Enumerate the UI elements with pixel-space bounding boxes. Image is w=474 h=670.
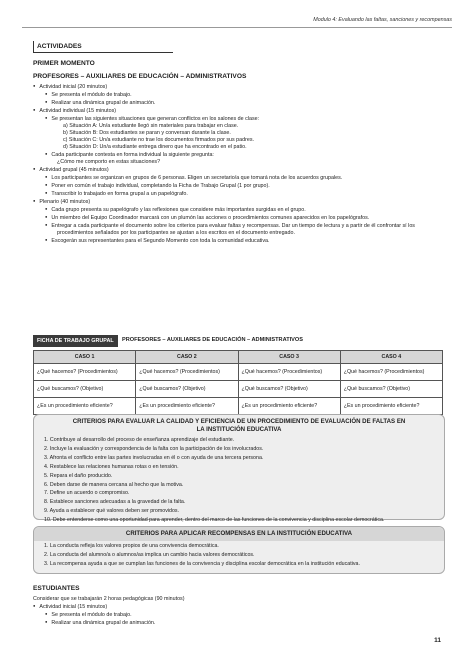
table-row bbox=[34, 398, 443, 415]
list-item: ● Se presenta el módulo de trabajo. bbox=[33, 91, 415, 99]
activities-underline bbox=[33, 52, 173, 53]
list-item: ● Se presentan las siguientes situaciones que generan conflictos en los salones de clase: bbox=[33, 115, 415, 123]
table-cell: ¿Qué hacemos? (Procedimientos) bbox=[340, 364, 442, 381]
list-item: ● Un miembro del Equipo Coordinador marcará con un plumón las acciones o procedimientos comunes aparecidos en los papelógrafos. bbox=[33, 214, 415, 222]
list-item: ● Entregar a cada participante el documento sobre los criterios para evaluar faltas y recompensas. Dar un tiempo de lectura y a partir de él confrontar sí los bbox=[33, 222, 415, 230]
ficha-title: PROFESORES – AUXILIARES DE EDUCACIÓN – ADMINISTRATIVOS bbox=[122, 337, 303, 343]
list-item: ● Se presenta el módulo de trabajo. bbox=[33, 611, 185, 619]
table-header-cell: CASO 4 bbox=[340, 351, 442, 364]
table-header-cell: CASO 3 bbox=[238, 351, 340, 364]
list-item: ● Realizar una dinámica grupal de animación. bbox=[33, 99, 415, 107]
criteria-item: 6. Deben darse de manera cercana al hecho que la motiva. bbox=[44, 481, 184, 488]
list-item: ● Poner en común el trabajo individual, completando la Ficha de Trabajo Grupal (1 por grupo). bbox=[33, 182, 415, 190]
list-item: ● Actividad inicial (15 minutos) bbox=[33, 603, 185, 611]
list-item: ¿Cómo me comporto en estas situaciones? bbox=[57, 159, 161, 165]
table-row bbox=[34, 381, 443, 398]
page-number: 11 bbox=[434, 637, 441, 644]
table-header-row bbox=[34, 351, 443, 364]
criteria-item: 7. Define un acuerdo o compromiso. bbox=[44, 490, 130, 497]
criteria-item: 8. Establece sanciones adecuadas a la gravedad de la falta. bbox=[44, 499, 186, 506]
criteria-faults-title-1: CRITERIOS PARA EVALUAR LA CALIDAD Y EFICIENCIA DE UN PROCEDIMIENTO DE EVALUACIÓN DE FALTAS EN bbox=[72, 418, 406, 425]
criteria-faults-box bbox=[33, 414, 445, 524]
criteria-rewards-list bbox=[34, 542, 444, 569]
table-cell: ¿Qué hacemos? (Procedimientos) bbox=[136, 364, 238, 381]
criteria-item: 2. Incluye la evaluación y correspondencia de la falta con la participación de los involucrados. bbox=[44, 445, 264, 452]
criteria-item: 5. Repara el daño producido. bbox=[44, 472, 113, 479]
criteria-item: 3. La recompensa ayuda a que se cumplan las funciones de la convivencia y disciplina escolar democrática en la institución educativa. bbox=[44, 560, 360, 567]
first-moment-title: PRIMER MOMENTO bbox=[33, 60, 95, 67]
table-cell: ¿Qué buscamos? (Objetivo) bbox=[136, 381, 238, 398]
criteria-rewards-title: CRITERIOS PARA APLICAR RECOMPENSAS EN LA INSTITUCIÓN EDUCATIVA bbox=[34, 527, 444, 541]
group-title: PROFESORES – AUXILIARES DE EDUCACIÓN – ADMINISTRATIVOS bbox=[33, 73, 247, 80]
list-item: a) Situación A: Un/a estudiante llegó sin materiales para trabajar en clase. bbox=[63, 123, 239, 129]
list-item: ● Transcribir lo trabajado en forma grupal a un papelógrafo. bbox=[33, 190, 415, 198]
list-item: ● Cada participante contesta en forma individual la siguiente pregunta: bbox=[33, 151, 415, 159]
table-row bbox=[34, 364, 443, 381]
list-item: ● Realizar una dinámica grupal de animación. bbox=[33, 619, 185, 627]
first-moment-list bbox=[33, 83, 415, 245]
table-cell: ¿Es un procedimiento eficiente? bbox=[136, 398, 238, 415]
criteria-item: 1. Contribuye al desarrollo del proceso de enseñanza aprendizaje del estudiante. bbox=[44, 437, 235, 443]
ficha-label: FICHA DE TRABAJO GRUPAL bbox=[33, 335, 118, 347]
list-item: b) Situación B: Dos estudiantes se paran y conversan durante la clase. bbox=[63, 130, 231, 136]
list-item: procedimientos señalados por los participantes se ajustan a los escritos en el documento entregado. bbox=[57, 230, 295, 236]
criteria-rewards-box bbox=[33, 526, 445, 574]
criteria-faults-title-2: LA INSTITUCIÓN EDUCATIVA bbox=[196, 426, 282, 433]
table-cell: ¿Qué hacemos? (Procedimientos) bbox=[34, 364, 136, 381]
list-item: c) Situación C: Un/a estudiante no trae los documentos firmados por sus padres. bbox=[63, 137, 254, 143]
criteria-item: 9. Ayuda a establecer qué valores deben ser promovidos. bbox=[44, 508, 180, 515]
students-title: ESTUDIANTES bbox=[33, 585, 80, 592]
table-header-cell: CASO 1 bbox=[34, 351, 136, 364]
list-item: Considerar que se trabajarán 2 horas pedagógicas (90 minutos) bbox=[33, 596, 185, 602]
table-cell: ¿Es un procedimiento eficiente? bbox=[34, 398, 136, 415]
table-cell: ¿Qué buscamos? (Objetivo) bbox=[238, 381, 340, 398]
list-item: ● Actividad individual (15 minutos) bbox=[33, 107, 415, 115]
activities-title: ACTIVIDADES bbox=[37, 43, 82, 50]
table-cell: ¿Qué buscamos? (Objetivo) bbox=[340, 381, 442, 398]
criteria-item: 10. Debe entenderse como una oportunidad para aprender, dentro del marco de las funciones de la convivencia y disciplina escolar democrática. bbox=[44, 517, 385, 524]
header-rule bbox=[22, 27, 452, 28]
list-item: ● Actividad inicial (20 minutos) bbox=[33, 83, 415, 91]
table-header-cell: CASO 2 bbox=[136, 351, 238, 364]
list-item: ● Los participantes se organizan en grupos de 6 personas. Eligen un secretario/a que tomará nota de los acuerdos grupales. bbox=[33, 174, 415, 182]
criteria-item: 3. Afronta el conflicto entre las partes involucradas en él o con ayuda de una tercera persona. bbox=[44, 454, 264, 461]
table-cell: ¿Es un procedimiento eficiente? bbox=[238, 398, 340, 415]
table-cell: ¿Qué buscamos? (Objetivo) bbox=[34, 381, 136, 398]
criteria-faults-list bbox=[34, 436, 444, 525]
criteria-item: 1. La conducta refleja los valores propios de una convivencia democrática. bbox=[44, 543, 219, 549]
criteria-item: 4. Restablece las relaciones humanas rotas o en tensión. bbox=[44, 463, 179, 470]
list-item: d) Situación D: Un/a estudiante entrega dinero que ha encontrado en el patio. bbox=[63, 144, 247, 150]
running-header: Modulo 4: Evaluando las faltas, sanciones y recompensas bbox=[313, 17, 452, 23]
list-item: ● Cada grupo presenta su papelógrafo y las reflexiones que considere más importantes surgidas en el grupo. bbox=[33, 206, 415, 214]
activities-bar bbox=[33, 41, 34, 52]
group-worksheet-table bbox=[33, 350, 443, 415]
students-list bbox=[33, 596, 185, 627]
criteria-item: 2. La conducta del alumno/a o alumnos/as implica un cambio hacia valores democráticos. bbox=[44, 551, 255, 558]
list-item: ● Actividad grupal (45 minutos) bbox=[33, 166, 415, 174]
table-cell: ¿Es un procedimiento eficiente? bbox=[340, 398, 442, 415]
list-item: ● Escogerán sus representantes para el Segundo Momento con toda la comunidad educativa. bbox=[33, 237, 415, 245]
table-cell: ¿Qué hacemos? (Procedimientos) bbox=[238, 364, 340, 381]
list-item: ● Plenario (40 minutos) bbox=[33, 198, 415, 206]
